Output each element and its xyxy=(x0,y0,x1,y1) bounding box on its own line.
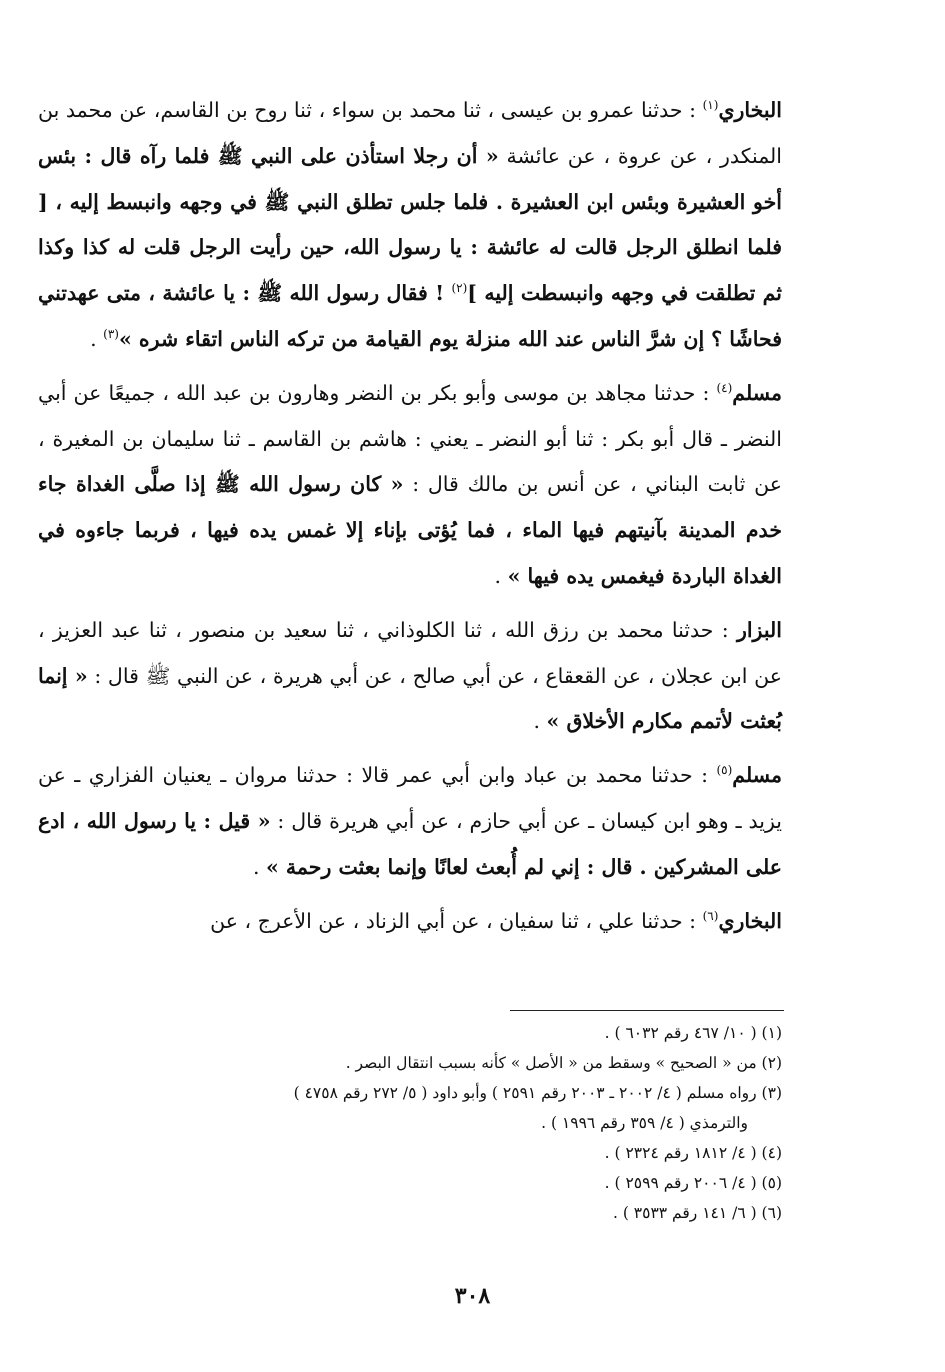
source-label: مسلم xyxy=(732,380,782,405)
hadith-paragraph xyxy=(38,899,782,945)
punctuation: . xyxy=(252,854,266,879)
source-label: البخاري xyxy=(718,98,782,122)
isnad-text: : حدثنا محمد بن عباد وابن أبي عمر قالا : حدثنا مروان ـ يعنيان الفزاري ـ عن يزيد ـ وهو ابن كيسان ـ عن أبي حازم ، عن أبي هريرة قال : xyxy=(38,763,782,833)
matn-text: ! فقال رسول الله ﷺ : يا عائشة ، متى عهدتني فحاشًا ؟ إن شرَّ الناس عند الله منزلة يوم القيامة من تركه الناس اتقاء شره » xyxy=(38,281,782,351)
footnote-ref: (٦) xyxy=(702,908,719,923)
footnote-continuation: والترمذي ( ٤/ ٣٥٩ رقم ١٩٩٦ ) . xyxy=(541,1114,748,1132)
matn-text: « إنما بُعثت لأتمم مكارم الأخلاق » xyxy=(38,663,782,734)
footnote: (٤) ( ٤/ ١٨١٢ رقم ٢٣٢٤ ) . xyxy=(604,1144,782,1162)
source-label: البزار xyxy=(736,617,782,642)
footnote-ref: (٣) xyxy=(103,327,119,342)
punctuation: . xyxy=(533,709,547,734)
isnad-text: : حدثنا عمرو بن عيسى ، ثنا محمد بن سواء ، ثنا روح بن القاسم، عن محمد بن المنكدر ، عن عروة ، عن عائشة xyxy=(38,98,782,168)
source-label: مسلم xyxy=(732,763,782,788)
isnad-text: : حدثنا محمد بن رزق الله ، ثنا الكلوذاني ، ثنا سعيد بن منصور ، ثنا عبد العزيز ، عن ابن عجلان ، عن القعقاع ، عن أبي صالح ، عن أبي هريرة ، عن النبي ﷺ قال : xyxy=(38,617,782,688)
footnote: (١) ( ١٠/ ٤٦٧ رقم ٦٠٣٢ ) . xyxy=(604,1024,782,1042)
matn-text: « كان رسول الله ﷺ إذا صلَّى الغداة جاء خدم المدينة بآنيتهم فيها الماء ، فما يُؤتى بإناء إلا غمس يده فيها ، فربما جاءوه في الغداة الباردة فيغمس يده فيها » xyxy=(38,472,782,588)
page-number: ٣٠٨ xyxy=(454,1283,491,1309)
isnad-text: : حدثنا علي ، ثنا سفيان ، عن أبي الزناد ، عن الأعرج ، عن xyxy=(210,908,703,933)
footnote-ref: (٢) xyxy=(451,281,468,296)
footnote: (٢) من « الصحيح » وسقط من « الأصل » كأنه بسبب انتقال البصر . xyxy=(345,1054,782,1072)
matn-text: « قيل : يا رسول الله ، ادع على المشركين . قال : إني لم أُبعث لعانًا وإنما بعثت رحمة » xyxy=(38,808,782,879)
hadith-paragraph xyxy=(38,88,782,363)
punctuation: . xyxy=(90,326,104,351)
footnote-ref: (٥) xyxy=(716,763,733,778)
hadith-paragraph xyxy=(38,753,782,890)
footnote-divider xyxy=(510,1010,784,1011)
footnote-ref: (١) xyxy=(702,98,719,113)
matn-text: « أن رجلا استأذن على النبي ﷺ فلما رآه قال : بئس أخو العشيرة وبئس ابن العشيرة . فلما جلس تطلق النبي ﷺ في وجهه وانبسط إليه ، [ فلما انطلق الرجل قالت له عائشة : يا رسول الله، حين رأيت الرجل قلت له كذا وكذا ثم تطلقت في وجهه وانبسطت إليه ] xyxy=(38,143,782,306)
isnad-text: : حدثنا مجاهد بن موسى وأبو بكر بن النضر وهارون بن عبد الله ، جميعًا عن أبي النضر ـ قال أبو بكر : ثنا أبو النضر ـ يعني : هاشم بن القاسم ـ ثنا سليمان بن المغيرة ، عن ثابت البناني ، عن أنس بن مالك قال : xyxy=(38,380,782,497)
footnote: (٥) ( ٤/ ٢٠٠٦ رقم ٢٥٩٩ ) . xyxy=(604,1174,782,1192)
hadith-paragraph xyxy=(38,371,782,600)
footnote: (٦) ( ٦/ ١٤١ رقم ٣٥٣٣ ) . xyxy=(612,1204,782,1222)
punctuation: . xyxy=(494,563,508,588)
footnote: (٣) رواه مسلم ( ٤/ ٢٠٠٢ ـ ٢٠٠٣ رقم ٢٥٩١ ) وأبو داود ( ٥/ ٢٧٢ رقم ٤٧٥٨ ) xyxy=(293,1084,782,1102)
footnotes xyxy=(38,1018,782,1228)
hadith-paragraph xyxy=(38,608,782,745)
footnote-ref: (٤) xyxy=(716,380,733,395)
main-text xyxy=(38,88,782,944)
source-label: البخاري xyxy=(718,908,782,933)
